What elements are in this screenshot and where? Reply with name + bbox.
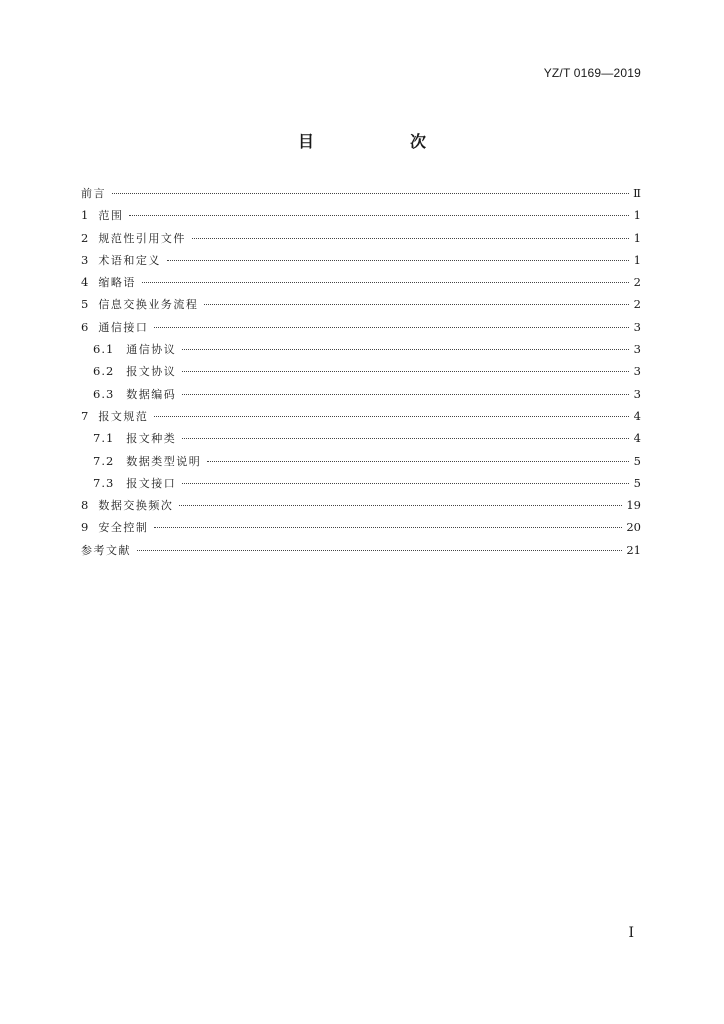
toc-entry[interactable] (81, 274, 641, 296)
dot-leader (204, 304, 629, 305)
toc-entry-page: 19 (626, 498, 641, 513)
toc-entry-label: 通信协议 (126, 343, 177, 357)
toc-entry-page: 3 (633, 319, 641, 334)
document-code: YZ/T 0169—2019 (543, 66, 641, 80)
toc-entry-page: 1 (633, 208, 641, 223)
toc-entry-page: 4 (633, 408, 641, 423)
toc-entry-label: 通信接口 (98, 320, 149, 334)
page-folio: I (628, 925, 634, 941)
toc-entry-number: 7.3 (93, 475, 115, 490)
toc-entry-label: 报文种类 (126, 432, 177, 446)
toc-entry[interactable] (81, 408, 641, 430)
dot-leader (182, 394, 629, 395)
toc-entry-label: 报文接口 (126, 476, 177, 490)
toc-entry-number: 7.2 (93, 453, 115, 468)
dot-leader (179, 505, 622, 506)
toc-entry-label: 范围 (98, 209, 124, 223)
toc-entry-page: 4 (633, 431, 641, 446)
toc-entry-number: 7.1 (93, 431, 115, 446)
dot-leader (154, 327, 629, 328)
toc-entry-label: 信息交换业务流程 (98, 298, 199, 312)
toc-entry-number: 7 (81, 408, 89, 423)
dot-leader (182, 483, 629, 484)
toc-entry-number: 1 (81, 208, 89, 223)
toc-entry-label: 缩略语 (98, 276, 136, 290)
toc-entry[interactable] (81, 230, 641, 252)
toc-entry-page: 5 (633, 453, 641, 468)
toc-entry-page: 3 (633, 342, 641, 357)
dot-leader (154, 416, 629, 417)
toc-entry-number: 4 (81, 275, 89, 290)
toc-entry[interactable] (81, 453, 641, 475)
toc-entry[interactable] (81, 386, 641, 408)
toc-entry-label: 数据类型说明 (126, 454, 202, 468)
dot-leader (137, 550, 622, 551)
toc-entry-label: 参考文献 (81, 543, 131, 557)
toc-entry[interactable] (81, 296, 641, 318)
toc-entry-label: 安全控制 (98, 521, 149, 535)
toc-entry[interactable] (81, 185, 641, 207)
dot-leader (112, 193, 629, 194)
toc-entry-number: 6 (81, 319, 89, 334)
toc-entry-page: 1 (633, 230, 641, 245)
toc-entry-label: 数据交换频次 (98, 499, 174, 513)
toc-entry-page: 21 (626, 542, 641, 557)
toc-entry-number: 9 (81, 520, 89, 535)
toc-entry-page: 3 (633, 364, 641, 379)
dot-leader (182, 371, 629, 372)
dot-leader (207, 461, 629, 462)
toc-entry-page: 1 (633, 252, 641, 267)
toc-entry-number: 6.2 (93, 364, 115, 379)
toc-entry-number: 5 (81, 297, 89, 312)
toc-entry-number: 3 (81, 252, 89, 267)
toc-entry-page: 5 (633, 475, 641, 490)
toc-entry-number: 6.1 (93, 342, 115, 357)
toc-title: 目 次 (297, 132, 466, 151)
toc-entry-label: 数据编码 (126, 387, 177, 401)
dot-leader (142, 282, 629, 283)
toc-entry-label: 前言 (81, 187, 106, 200)
toc-entry[interactable] (81, 207, 641, 229)
toc-entry-page: 2 (633, 297, 641, 312)
dot-leader (129, 215, 629, 216)
toc-entry[interactable] (81, 430, 641, 452)
toc-entry-number: 6.3 (93, 386, 115, 401)
toc-entry-page: Ⅱ (633, 186, 641, 200)
toc-entry[interactable] (81, 363, 641, 385)
toc-entry-number: 2 (81, 230, 89, 245)
dot-leader (182, 349, 629, 350)
toc-entry[interactable] (81, 519, 641, 541)
toc-entry-label: 报文规范 (98, 409, 149, 423)
toc-entry[interactable] (81, 319, 641, 341)
table-of-contents (81, 185, 641, 564)
toc-entry-label: 规范性引用文件 (98, 231, 186, 245)
toc-entry-number: 8 (81, 498, 89, 513)
toc-entry-label: 术语和定义 (98, 253, 161, 267)
dot-leader (167, 260, 629, 261)
toc-entry[interactable] (81, 341, 641, 363)
toc-entry-page: 2 (633, 275, 641, 290)
toc-entry[interactable] (81, 542, 641, 564)
dot-leader (192, 238, 629, 239)
toc-entry-page: 20 (626, 520, 641, 535)
toc-entry-page: 3 (633, 386, 641, 401)
toc-entry[interactable] (81, 475, 641, 497)
toc-entry-label: 报文协议 (126, 365, 177, 379)
toc-entry[interactable] (81, 252, 641, 274)
dot-leader (154, 527, 622, 528)
dot-leader (182, 438, 629, 439)
toc-entry[interactable] (81, 497, 641, 519)
